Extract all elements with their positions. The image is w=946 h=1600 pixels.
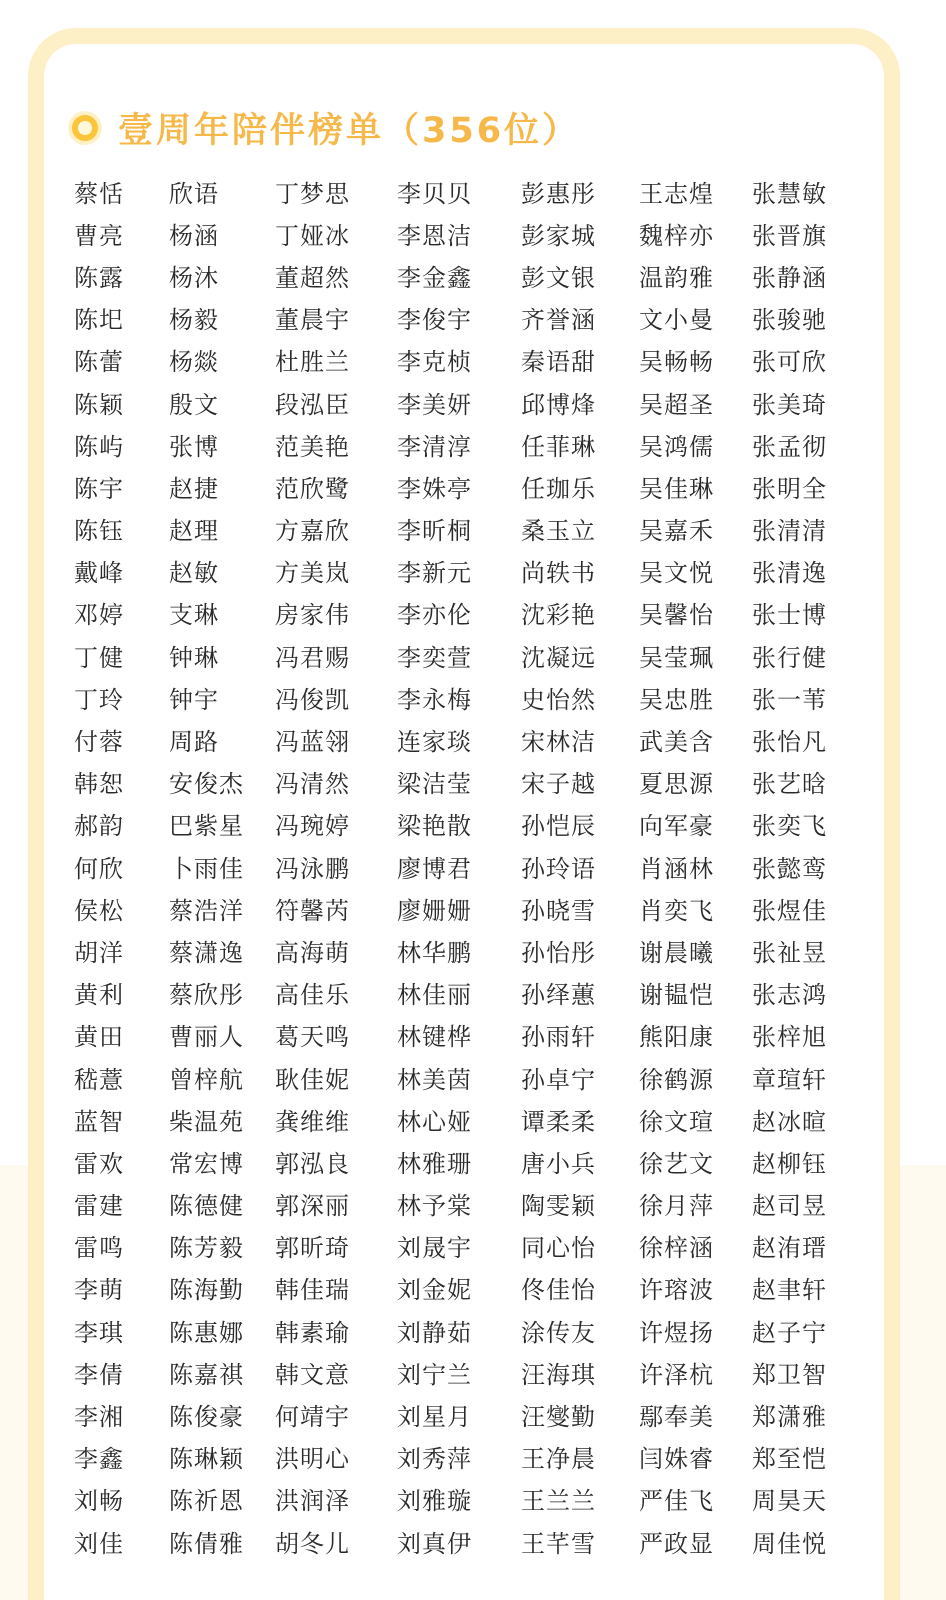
name-cell: 尚轶书 <box>521 559 596 588</box>
name-cell: 杨燚 <box>169 348 219 377</box>
name-cell: 廖博君 <box>397 854 472 883</box>
name-cell: 张艺晗 <box>752 770 827 799</box>
name-cell: 张博 <box>169 432 219 461</box>
name-cell: 嵇薏 <box>74 1065 124 1094</box>
name-cell: 李俊宇 <box>397 306 472 335</box>
name-cell: 赵捷 <box>169 474 219 503</box>
name-cell: 许泽杭 <box>639 1360 714 1389</box>
name-cell: 张静涵 <box>752 263 827 292</box>
title-bullet-icon <box>72 115 98 141</box>
name-cell: 丁健 <box>74 643 124 672</box>
name-cell: 巴紫星 <box>169 812 244 841</box>
name-cell: 文小曼 <box>639 306 714 335</box>
name-cell: 魏梓亦 <box>639 221 714 250</box>
name-cell: 刘金妮 <box>397 1276 472 1305</box>
name-cell: 刘星月 <box>397 1403 472 1432</box>
name-cell: 武美含 <box>639 728 714 757</box>
name-cell: 郭泓良 <box>275 1149 350 1178</box>
name-cell: 邓婷 <box>74 601 124 630</box>
name-cell: 汪海琪 <box>521 1360 596 1389</box>
name-cell: 林华鹏 <box>397 938 472 967</box>
name-cell: 林予棠 <box>397 1192 472 1221</box>
name-cell: 孙绎蕙 <box>521 981 596 1010</box>
name-cell: 宋林洁 <box>521 728 596 757</box>
name-cell: 孙晓雪 <box>521 896 596 925</box>
name-cell: 陶雯颖 <box>521 1192 596 1221</box>
name-cell: 韩佳瑞 <box>275 1276 350 1305</box>
name-cell: 陈嘉祺 <box>169 1360 244 1389</box>
name-cell: 李湘 <box>74 1403 124 1432</box>
name-cell: 赵司昱 <box>752 1192 827 1221</box>
name-cell: 张奕飞 <box>752 812 827 841</box>
name-cell: 蔡潇逸 <box>169 938 244 967</box>
name-cell: 刘晟宇 <box>397 1234 472 1263</box>
name-cell: 赵理 <box>169 517 219 546</box>
name-cell: 葛天鸣 <box>275 1023 350 1052</box>
name-cell: 张骏驰 <box>752 306 827 335</box>
name-cell: 陈倩雅 <box>169 1529 244 1558</box>
name-cell: 王志煌 <box>639 179 714 208</box>
name-cell: 林心娅 <box>397 1107 472 1136</box>
name-cell: 梁艳散 <box>397 812 472 841</box>
name-cell: 赵洧瑨 <box>752 1234 827 1263</box>
name-cell: 刘雅璇 <box>397 1487 472 1516</box>
name-cell: 秦语甜 <box>521 348 596 377</box>
name-cell: 郑至恺 <box>752 1445 827 1474</box>
name-cell: 谢晨曦 <box>639 938 714 967</box>
name-cell: 赵敏 <box>169 559 219 588</box>
name-cell: 张懿鸾 <box>752 854 827 883</box>
ranking-title: 壹周年陪伴榜单（356位） <box>118 111 581 151</box>
name-cell: 孙怡彤 <box>521 938 596 967</box>
name-cell: 肖奕飞 <box>639 896 714 925</box>
name-cell: 李永梅 <box>397 685 472 714</box>
name-cell: 王芊雪 <box>521 1529 596 1558</box>
name-cell: 同心怡 <box>521 1234 596 1263</box>
name-cell: 蔡恬 <box>74 179 124 208</box>
name-cell: 洪明心 <box>275 1445 350 1474</box>
name-cell: 唐小兵 <box>521 1149 596 1178</box>
name-cell: 李亦伦 <box>397 601 472 630</box>
name-cell: 刘宁兰 <box>397 1360 472 1389</box>
name-cell: 陈琳颖 <box>169 1445 244 1474</box>
name-cell: 冯君赐 <box>275 643 350 672</box>
name-cell: 戴峰 <box>74 559 124 588</box>
name-cell: 吴莹珮 <box>639 643 714 672</box>
name-cell: 殷文 <box>169 390 219 419</box>
name-cell: 丁梦思 <box>275 179 350 208</box>
name-cell: 雷鸣 <box>74 1234 124 1263</box>
name-cell: 吴嘉禾 <box>639 517 714 546</box>
name-cell: 王净晨 <box>521 1445 596 1474</box>
name-cell: 黄利 <box>74 981 124 1010</box>
name-cell: 林键桦 <box>397 1023 472 1052</box>
name-cell: 李新元 <box>397 559 472 588</box>
name-cell: 蓝智 <box>74 1107 124 1136</box>
name-cell: 蔡欣彤 <box>169 981 244 1010</box>
name-cell: 宋子越 <box>521 770 596 799</box>
name-cell: 周路 <box>169 728 219 757</box>
name-cell: 梁洁莹 <box>397 770 472 799</box>
name-cell: 周佳悦 <box>752 1529 827 1558</box>
name-cell: 吴超圣 <box>639 390 714 419</box>
name-cell: 汪燮勤 <box>521 1403 596 1432</box>
name-cell: 符馨芮 <box>275 896 350 925</box>
name-cell: 陈钰 <box>74 517 124 546</box>
name-cell: 支琳 <box>169 601 219 630</box>
name-cell: 彭惠彤 <box>521 179 596 208</box>
name-cell: 冯俊凯 <box>275 685 350 714</box>
name-cell: 冯泳鹏 <box>275 854 350 883</box>
name-cell: 曾梓航 <box>169 1065 244 1094</box>
name-cell: 张晋旗 <box>752 221 827 250</box>
name-cell: 安俊杰 <box>169 770 244 799</box>
name-cell: 陈俊豪 <box>169 1403 244 1432</box>
name-cell: 付蓉 <box>74 728 124 757</box>
name-cell: 丁娅冰 <box>275 221 350 250</box>
name-cell: 杨涵 <box>169 221 219 250</box>
ranking-header <box>72 104 580 152</box>
name-cell: 李金鑫 <box>397 263 472 292</box>
name-cell: 严佳飞 <box>639 1487 714 1516</box>
name-cell: 鄢奉美 <box>639 1403 714 1432</box>
name-cell: 李琪 <box>74 1318 124 1347</box>
name-cell: 方嘉欣 <box>275 517 350 546</box>
name-cell: 张明全 <box>752 474 827 503</box>
name-cell: 陈惠娜 <box>169 1318 244 1347</box>
name-cell: 李昕桐 <box>397 517 472 546</box>
name-cell: 杨毅 <box>169 306 219 335</box>
name-cell: 杨沐 <box>169 263 219 292</box>
name-cell: 刘静茹 <box>397 1318 472 1347</box>
name-cell: 范美艳 <box>275 432 350 461</box>
name-cell: 徐梓涵 <box>639 1234 714 1263</box>
name-cell: 高海萌 <box>275 938 350 967</box>
name-cell: 李克桢 <box>397 348 472 377</box>
name-cell: 任珈乐 <box>521 474 596 503</box>
name-cell: 吴馨怡 <box>639 601 714 630</box>
name-cell: 章瑄轩 <box>752 1065 827 1094</box>
name-cell: 谢韫恺 <box>639 981 714 1010</box>
name-cell: 张梓旭 <box>752 1023 827 1052</box>
name-cell: 连家琰 <box>397 728 472 757</box>
name-cell: 方美岚 <box>275 559 350 588</box>
name-cell: 李萌 <box>74 1276 124 1305</box>
name-cell: 李恩洁 <box>397 221 472 250</box>
name-cell: 卜雨佳 <box>169 854 244 883</box>
name-cell: 吴佳琳 <box>639 474 714 503</box>
name-cell: 刘真伊 <box>397 1529 472 1558</box>
name-cell: 冯蓝翎 <box>275 728 350 757</box>
name-cell: 桑玉立 <box>521 517 596 546</box>
name-cell: 李美妍 <box>397 390 472 419</box>
name-cell: 欣语 <box>169 179 219 208</box>
name-cell: 刘佳 <box>74 1529 124 1558</box>
name-cell: 齐誉涵 <box>521 306 596 335</box>
name-cell: 郑潇雅 <box>752 1403 827 1432</box>
name-cell: 曹亮 <box>74 221 124 250</box>
name-cell: 杜胜兰 <box>275 348 350 377</box>
name-cell: 丁玲 <box>74 685 124 714</box>
name-cell: 曹丽人 <box>169 1023 244 1052</box>
name-cell: 耿佳妮 <box>275 1065 350 1094</box>
name-cell: 张慧敏 <box>752 179 827 208</box>
name-cell: 段泓臣 <box>275 390 350 419</box>
name-cell: 史怡然 <box>521 685 596 714</box>
name-cell: 张一苇 <box>752 685 827 714</box>
name-cell: 吴文悦 <box>639 559 714 588</box>
name-cell: 李倩 <box>74 1360 124 1389</box>
name-cell: 周昊天 <box>752 1487 827 1516</box>
name-cell: 肖涵林 <box>639 854 714 883</box>
name-cell: 张清逸 <box>752 559 827 588</box>
name-cell: 雷建 <box>74 1192 124 1221</box>
name-cell: 洪润泽 <box>275 1487 350 1516</box>
name-cell: 黄田 <box>74 1023 124 1052</box>
name-cell: 雷欢 <box>74 1149 124 1178</box>
name-cell: 陈颖 <box>74 390 124 419</box>
name-cell: 徐艺文 <box>639 1149 714 1178</box>
name-cell: 任菲琳 <box>521 432 596 461</box>
name-cell: 郑卫智 <box>752 1360 827 1389</box>
name-cell: 沈凝远 <box>521 643 596 672</box>
name-cell: 王兰兰 <box>521 1487 596 1516</box>
name-cell: 张美琦 <box>752 390 827 419</box>
name-cell: 何靖宇 <box>275 1403 350 1432</box>
name-cell: 陈海勤 <box>169 1276 244 1305</box>
name-cell: 孙雨轩 <box>521 1023 596 1052</box>
name-cell: 韩文意 <box>275 1360 350 1389</box>
name-cell: 张怡凡 <box>752 728 827 757</box>
name-cell: 吴忠胜 <box>639 685 714 714</box>
name-cell: 钟琳 <box>169 643 219 672</box>
name-cell: 房家伟 <box>275 601 350 630</box>
name-cell: 徐月萍 <box>639 1192 714 1221</box>
name-cell: 高佳乐 <box>275 981 350 1010</box>
name-cell: 熊阳康 <box>639 1023 714 1052</box>
name-cell: 李贝贝 <box>397 179 472 208</box>
name-cell: 张志鸿 <box>752 981 827 1010</box>
name-cell: 佟佳怡 <box>521 1276 596 1305</box>
name-cell: 吴鸿儒 <box>639 432 714 461</box>
name-cell: 沈彩艳 <box>521 601 596 630</box>
name-cell: 陈宇 <box>74 474 124 503</box>
name-cell: 陈芳毅 <box>169 1234 244 1263</box>
name-cell: 郭昕琦 <box>275 1234 350 1263</box>
name-cell: 钟宇 <box>169 685 219 714</box>
name-cell: 李鑫 <box>74 1445 124 1474</box>
name-cell: 胡洋 <box>74 938 124 967</box>
name-cell: 何欣 <box>74 854 124 883</box>
name-cell: 孙恺辰 <box>521 812 596 841</box>
name-cell: 陈蕾 <box>74 348 124 377</box>
name-cell: 董晨宇 <box>275 306 350 335</box>
name-cell: 张孟彻 <box>752 432 827 461</box>
name-cell: 侯松 <box>74 896 124 925</box>
name-cell: 冯琬婷 <box>275 812 350 841</box>
name-cell: 冯清然 <box>275 770 350 799</box>
name-cell: 涂传友 <box>521 1318 596 1347</box>
name-cell: 张行健 <box>752 643 827 672</box>
name-cell: 刘畅 <box>74 1487 124 1516</box>
name-cell: 陈露 <box>74 263 124 292</box>
name-cell: 李清淳 <box>397 432 472 461</box>
name-cell: 范欣鹭 <box>275 474 350 503</box>
name-cell: 李奕萱 <box>397 643 472 672</box>
name-cell: 张士博 <box>752 601 827 630</box>
name-cell: 张煜佳 <box>752 896 827 925</box>
name-cell: 徐鹤源 <box>639 1065 714 1094</box>
name-grid <box>74 170 856 1562</box>
name-cell: 林佳丽 <box>397 981 472 1010</box>
name-cell: 李姝亭 <box>397 474 472 503</box>
name-cell: 彭文银 <box>521 263 596 292</box>
name-cell: 胡冬儿 <box>275 1529 350 1558</box>
name-cell: 向军豪 <box>639 812 714 841</box>
name-cell: 董超然 <box>275 263 350 292</box>
name-cell: 许煜扬 <box>639 1318 714 1347</box>
name-cell: 严政显 <box>639 1529 714 1558</box>
name-cell: 孙卓宁 <box>521 1065 596 1094</box>
name-cell: 陈圯 <box>74 306 124 335</box>
name-cell: 郭深丽 <box>275 1192 350 1221</box>
name-cell: 谭柔柔 <box>521 1107 596 1136</box>
name-cell: 赵子宁 <box>752 1318 827 1347</box>
name-cell: 温韵雅 <box>639 263 714 292</box>
name-cell: 彭家城 <box>521 221 596 250</box>
name-cell: 龚维维 <box>275 1107 350 1136</box>
name-cell: 刘秀萍 <box>397 1445 472 1474</box>
name-cell: 张可欣 <box>752 348 827 377</box>
name-cell: 韩素瑜 <box>275 1318 350 1347</box>
name-cell: 廖姗姗 <box>397 896 472 925</box>
name-cell: 韩恕 <box>74 770 124 799</box>
name-cell: 陈屿 <box>74 432 124 461</box>
name-cell: 张清清 <box>752 517 827 546</box>
name-cell: 陈德健 <box>169 1192 244 1221</box>
name-cell: 陈祈恩 <box>169 1487 244 1516</box>
name-cell: 赵柳钰 <box>752 1149 827 1178</box>
name-cell: 常宏博 <box>169 1149 244 1178</box>
name-cell: 林雅珊 <box>397 1149 472 1178</box>
name-cell: 林美茵 <box>397 1065 472 1094</box>
name-cell: 蔡浩洋 <box>169 896 244 925</box>
name-cell: 孙玲语 <box>521 854 596 883</box>
name-cell: 闫姝睿 <box>639 1445 714 1474</box>
name-cell: 吴畅畅 <box>639 348 714 377</box>
name-cell: 赵冰暄 <box>752 1107 827 1136</box>
name-cell: 赵聿轩 <box>752 1276 827 1305</box>
name-cell: 柴温苑 <box>169 1107 244 1136</box>
name-cell: 许瑢波 <box>639 1276 714 1305</box>
name-cell: 夏思源 <box>639 770 714 799</box>
name-cell: 邱博烽 <box>521 390 596 419</box>
name-cell: 徐文瑄 <box>639 1107 714 1136</box>
name-cell: 张祉昱 <box>752 938 827 967</box>
name-cell: 郝韵 <box>74 812 124 841</box>
